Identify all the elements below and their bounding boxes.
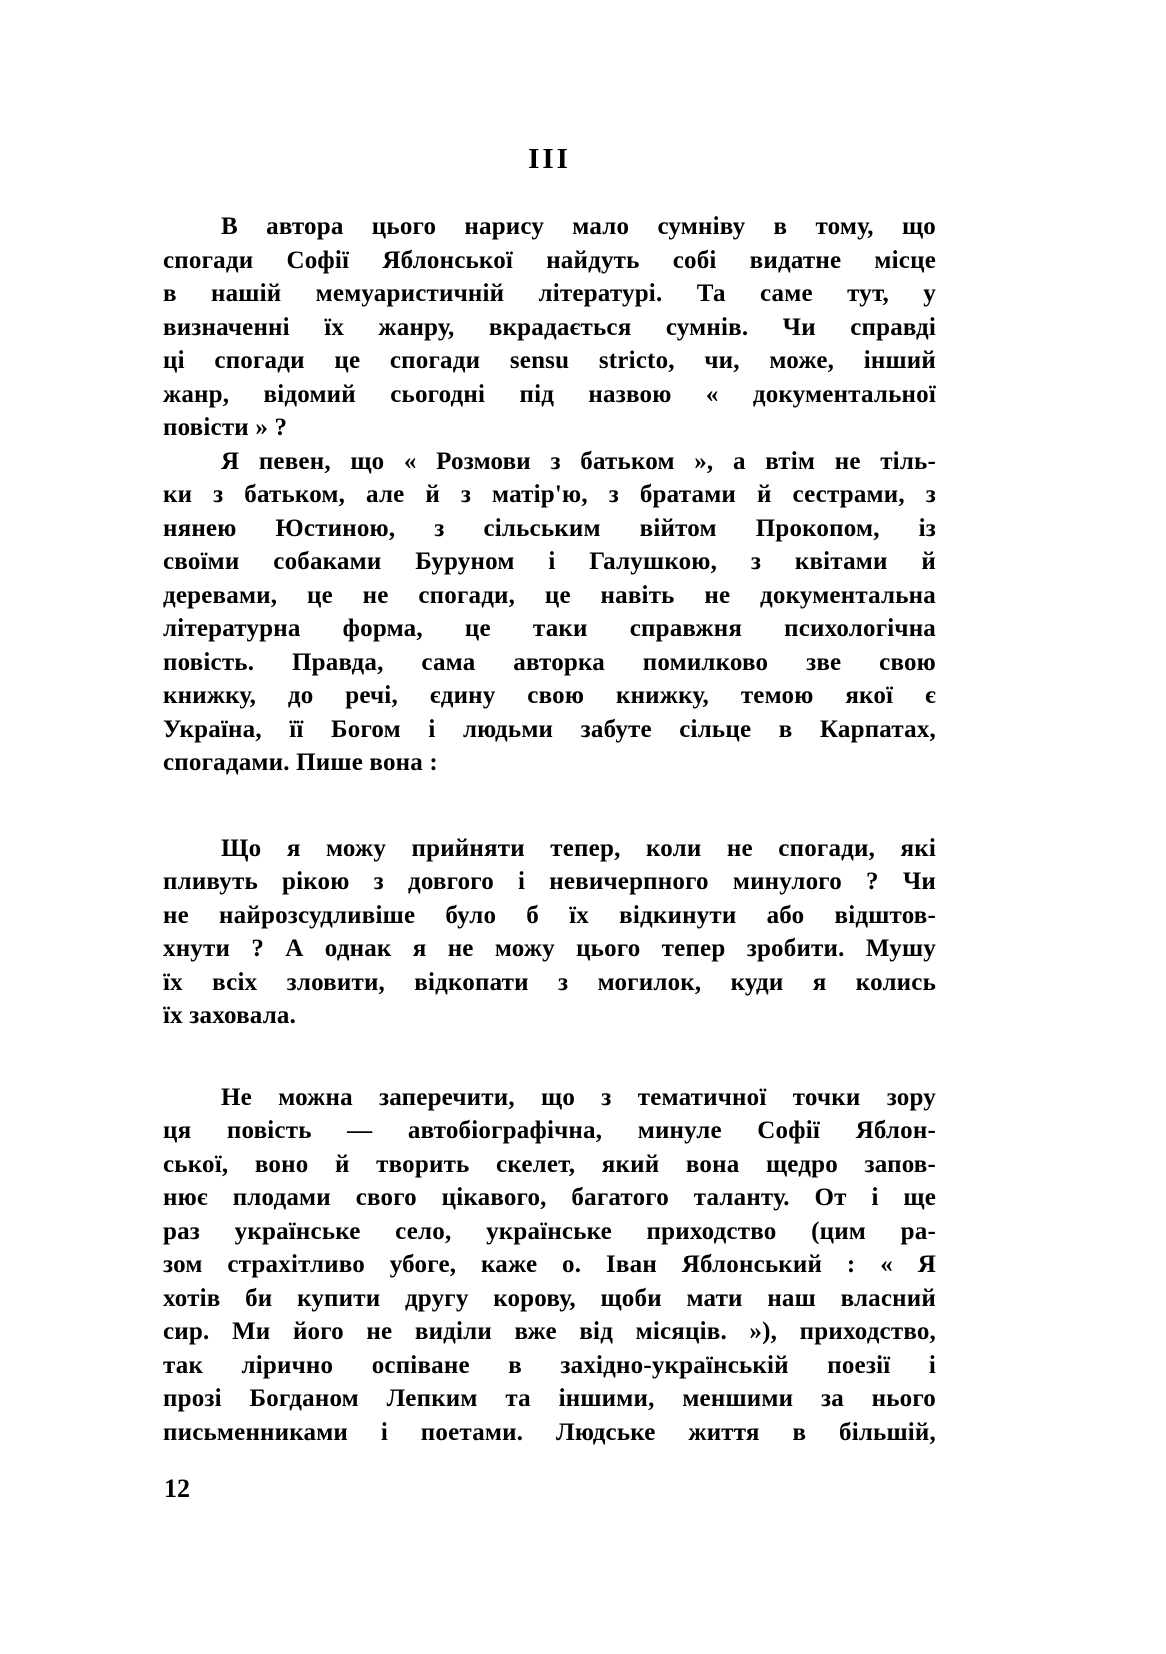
text-line: письменниками і поетами. Людське життя в більшій, (163, 1418, 936, 1446)
text-line: ської, воно й творить скелет, який вона щедро запов- (163, 1150, 936, 1178)
text-line: ки з батьком, але й з матір'ю, з братами й сестрами, з (163, 481, 936, 508)
text-line: не найрозсудливіше було б їх відкинути або відштов- (163, 901, 936, 929)
text-line: своїми собаками Буруном і Галушкою, з квітами й (163, 548, 936, 575)
block-quote (163, 832, 936, 1033)
text-line: сир. Ми його не виділи вже від місяців. »), приходство, (163, 1318, 936, 1345)
text-line: Що я можу прийняти тепер, коли не спогади, які (221, 834, 936, 862)
text-line: нює плодами свого цікавого, багатого таланту. От і ще (163, 1184, 936, 1211)
text-line: деревами, це не спогади, це навіть не документальна (163, 581, 936, 609)
paragraph-rozmovy (163, 445, 936, 780)
text-line: їх всіх зловити, відкопати з могилок, куди я колись (163, 968, 936, 996)
text-line: Я певен, що « Розмови з батьком », а втім не тіль- (221, 447, 936, 475)
paragraph-analysis (163, 1081, 936, 1450)
text-line: визначенні їх жанру, вкрадається сумнів. Чи справді (163, 313, 936, 341)
text-line: хнути ? А однак я не можу цього тепер зробити. Мушу (163, 935, 936, 962)
text-line: в нашій мемуаристичній літературі. Та саме тут, у (163, 280, 936, 307)
text-line: пливуть рікою з довгого і невичерпного минулого ? Чи (163, 868, 936, 895)
text-line: так лірично оспіване в західно-українській поезії і (163, 1351, 936, 1379)
text-line: хотів би купити другу корову, щоби мати наш власний (163, 1284, 936, 1312)
text-line: прозі Богданом Лепким та іншими, меншими за нього (163, 1385, 936, 1412)
text-line: спогади Софії Яблонської найдуть собі видатне місце (163, 246, 936, 274)
text-line: літературна форма, це таки справжня психологічна (163, 615, 936, 642)
text-line: спогадами. Пише вона : (163, 749, 438, 776)
text-line: Не можна заперечити, що з тематичної точки зору (221, 1083, 936, 1111)
text-column (163, 143, 936, 1449)
text-line: В автора цього нарису мало сумніву в тому, що (221, 213, 936, 240)
text-line: нянею Юстиною, з сільським війтом Прокопом, із (163, 514, 936, 542)
paragraph-intro (163, 210, 936, 445)
text-line: Україна, її Богом і людьми забуте сільце в Карпатах, (163, 715, 936, 743)
text-line: повісти » ? (163, 414, 288, 441)
text-line: ці спогади це спогади sensu stricto, чи, може, інший (163, 347, 936, 374)
text-line: зом страхітливо убоге, каже о. Іван Яблонський : « Я (163, 1251, 936, 1278)
text-line: повість. Правда, сама авторка помилково зве свою (163, 648, 936, 676)
section-heading: III (528, 143, 571, 175)
text-line: їх заховала. (163, 1002, 297, 1029)
text-line: ця повість — автобіографічна, минуле Софії Яблон- (163, 1117, 936, 1144)
text-line: книжку, до речі, єдину свою книжку, темою якої є (163, 682, 936, 709)
page-number: 12 (164, 1474, 190, 1503)
text-line: жанр, відомий сьогодні під назвою « документальної (163, 380, 936, 408)
text-line: раз українське село, українське приходство (цим ра- (163, 1217, 936, 1245)
